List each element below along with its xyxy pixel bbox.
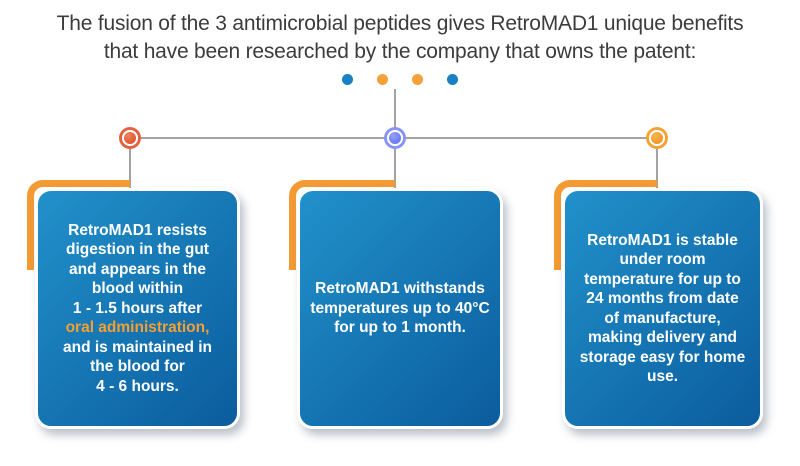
title-line-1: The fusion of the 3 antimicrobial peptides gives RetroMAD1 unique benefits [56, 12, 744, 35]
card-text-line: and is maintained in [63, 338, 212, 356]
card-text-line: RetroMAD1 resists [68, 221, 207, 239]
dot-icon [377, 74, 388, 85]
benefit-card-2 [297, 188, 503, 429]
card-text-line: under room [619, 251, 706, 268]
card-text-line: RetroMAD1 withstands [315, 280, 485, 298]
card-text-line: temperatures up to 40°C [310, 299, 490, 317]
node-left-icon [122, 130, 138, 146]
page-title [0, 10, 800, 66]
card-text-line: use. [646, 368, 678, 385]
card-text-line: oral administration, [65, 319, 210, 337]
card-text-line: temperature for up to [584, 270, 741, 288]
card-text-line: digestion in the gut [66, 241, 209, 259]
benefit-card-text [61, 221, 214, 397]
title-line-2: that have been researched by the company that owns the patent: [103, 40, 697, 63]
dot-icon [412, 74, 423, 85]
card-text-line: and appears in the [69, 260, 206, 278]
benefit-card-text [308, 279, 491, 338]
card-text-line: RetroMAD1 is stable [587, 231, 738, 249]
card-text-line: the blood for [90, 358, 185, 376]
card-text-line: storage easy for home [579, 348, 746, 366]
card-text-line: for up to 1 month. [334, 319, 466, 337]
card-text-line: blood within [91, 280, 184, 298]
node-right-icon [649, 130, 665, 146]
card-text-line: of manufacture, [604, 309, 721, 327]
dot-icon [342, 74, 353, 85]
benefit-card-text [578, 231, 747, 387]
dot-icon [447, 74, 458, 85]
card-text-line: 4 - 6 hours. [96, 377, 179, 395]
card-text-line: making delivery and [587, 329, 738, 346]
benefit-card-3 [562, 188, 763, 429]
node-center-icon [387, 130, 403, 146]
card-text-line: 24 months from date [586, 290, 739, 307]
card-text-line: 1 - 1.5 hours after [72, 299, 203, 317]
decorative-dots [0, 74, 800, 85]
benefit-card-1 [35, 188, 240, 429]
